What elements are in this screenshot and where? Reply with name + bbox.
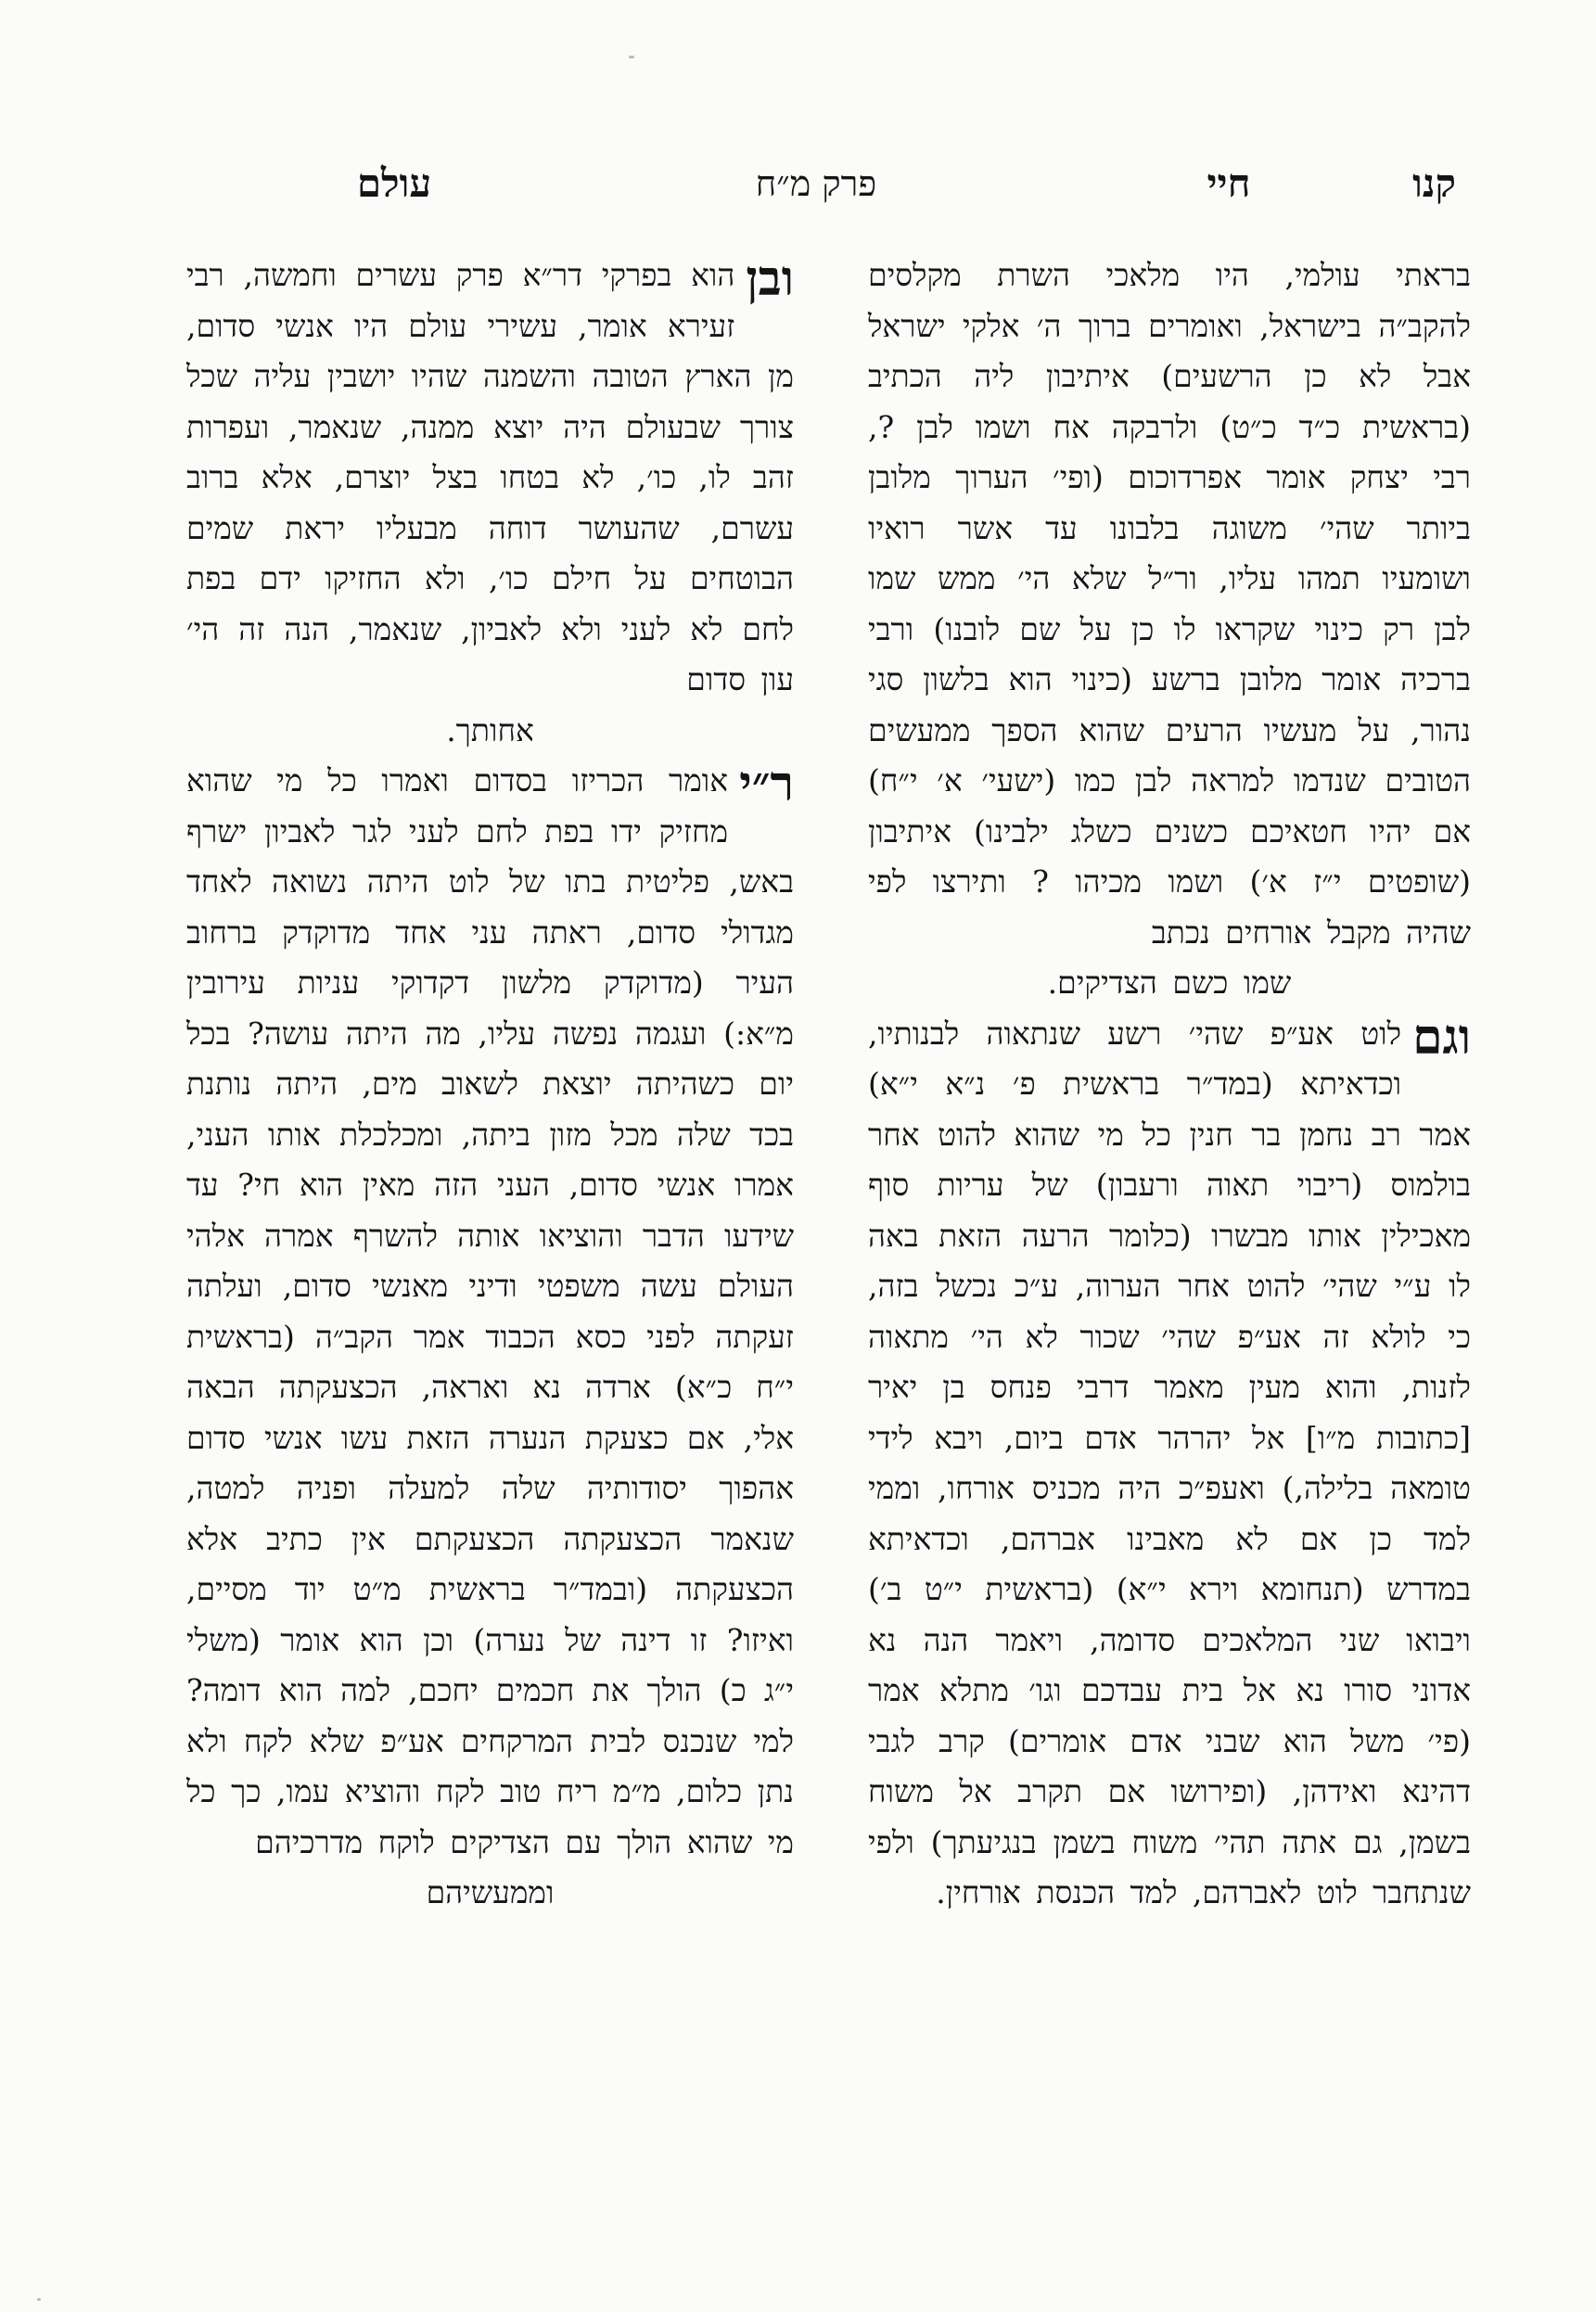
running-header: [334, 156, 1456, 211]
left-text-column: [186, 250, 794, 1919]
paragraph: בראתי עולמי, היו מלאכי השרת מקלסים להקב״ה בישראל, ואומרים ברוך ה׳ אלקי ישראל אבל לא כן הרשעים) איתיבון ליה הכתיב (בראשית כ״ד כ״ט) ולרבקה אח ושמו לבן ?, רבי יצחק אומר אפרדוכום (ופי׳ הערוך מלובן ביותר שהי׳ משוגה בלבונו עד אשר רואיו ושומעיו תמהו עליו, ור״ל שלא הי׳ ממש שמו לבן רק כינוי שקראו לו כן על שם לובנו) ורבי ברכיה אומר מלובן ברשע (כינוי הוא בלשון סגי נהור, על מעשיו הרעים שהוא הספך ממעשים הטובים שנדמו למראה לבן כמו (ישעי׳ א׳ י״ח) אם יהיו חטאיכם כשנים כשלג ילבינו) איתיבון (שופטים י״ז א׳) ושמו מכיהו ? ותירצו לפי שהיה מקבל אורחים נכתב: [868, 257, 1471, 951]
paragraph-text: הוא בפרקי דר״א פרק עשרים וחמשה, רבי זעירא אומר, עשירי עולם היו אנשי סדום, מן הארץ הטובה והשמנה שהיו יושבין עליה שכל צורך שבעולם היה יוצא ממנה, שנאמר, ועפרות זהב לו, כו׳, לא בטחו בצל יוצרם, אלא ברוב עשרם, שהעושר דוחה מבעליו יראת שמים הבוטחים על חילם כו׳, ולא החזיקו ידם בפת לחם לא לעני ולא לאביון, שנאמר, הנה זה הי׳ עון סדום: [186, 257, 794, 697]
paragraph-closing-line: שמו כשם הצדיקים.: [1047, 964, 1292, 1001]
chapter-heading: פרק מ״ח: [755, 163, 877, 204]
paragraph-closing-line: אחותך.: [446, 711, 534, 748]
opening-word: ובן: [746, 250, 794, 307]
paper-speck: [37, 2298, 41, 2301]
opening-word: וגם: [1412, 1008, 1471, 1066]
paragraph-text: לוט אע״פ שהי׳ רשע שנתאוה לבנותיו, וכדאיתא (במד״ר בראשית פ׳ נ״א י״א) אמר רב נחמן בר חנין כל מי שהוא להוט אחר בולמוס (ריבוי תאוה ורעבון) של עריות סוף מאכילין אותו מבשרו (כלומר הרעה הזאת באה לו ע״י שהי׳ להוט אחר הערוה, ע״כ נכשל בזה, כי לולא זה אע״פ שהי׳ שכור לא הי׳ מתאוה לזנות, והוא מעין מאמר דרבי פנחס בן יאיר [כתובות מ״ו] אל יהרהר אדם ביום, ויבא לידי טומאה בלילה,) ואעפ״כ היה מכניס אורחו, וממי למד כן אם לא מאבינו אברהם, וכדאיתא במדרש (תנחומא וירא י״א) (בראשית י״ט ב׳) ויבואו שני המלאכים סדומה, ויאמר הנה נא אדוני סורו נא אל בית עבדכם וגו׳ מתלא אמר (פי׳ משל הוא שבני אדם אומרים) קרב לגבי דהינא ואידהן, (ופירושו אם תקרב אל משוח בשמן, גם אתה תהי׳ משוח בשמן בנגיעתך) ולפי שנתחבר לוט לאברהם, למד הכנסת אורחין.: [868, 1015, 1471, 1910]
paragraph: [186, 756, 794, 1868]
paragraph-closing-line: וממעשיהם: [426, 1874, 555, 1910]
paragraph: [868, 1009, 1471, 1919]
paragraph-text: אומר הכריזו בסדום ואמרו כל מי שהוא מחזיק ידו בפת לחם לעני לגר לאביון ישרף באש, פליטית בתו של לוט היתה נשואה לאחד מגדולי סדום, ראתה עני אחד מדוקדק ברחוב העיר (מדוקדק מלשון דקדוקי עניות עירובין מ״א:) ועגמה נפשה עליו, מה היתה עושה? בכל יום כשהיתה יוצאת לשאוב מים, היתה נותנת בכד שלה מכל מזון ביתה, ומכלכלת אותו העני, אמרו אנשי סדום, העני הזה מאין הוא חי? עד שידעו הדבר והוציאו אותה להשרף אמרה אלהי העולם עשה משפטי ודיני מאנשי סדום, ועלתה זעקתה לפני כסא הכבוד אמר הקב״ה (בראשית י״ח כ״א) ארדה נא ואראה, הכצעקתה הבאה אלי, אם כצעקת הנערה הזאת עשו אנשי סדום אהפוך יסודותיה שלה למעלה ופניה למטה, שנאמר הכצעקתה הכצעקתם אין כתיב אלא הכצעקתה (ובמד״ר בראשית מ״ט יוד מסיים, ואיזו? זו דינה של נערה) וכן הוא אומר (משלי י״ג כ) הולך את חכמים יחכם, למה הוא דומה? למי שנכנס לבית המרקחים אע״פ שלא לקח ולא נתן כלום, מ״מ ריח טוב לקח והוציא עמו, כך כל מי שהוא הולך עם הצדיקים לוקח מדרכיהם: [186, 762, 794, 1860]
paragraph: [186, 250, 794, 706]
page-number: קנו: [1412, 160, 1456, 206]
opening-word: ר״י: [739, 756, 794, 812]
paper-speck: [629, 56, 634, 58]
right-text-column: [868, 250, 1471, 1919]
running-title-left: עולם: [356, 160, 432, 206]
running-title-right: חיי: [1207, 160, 1251, 206]
